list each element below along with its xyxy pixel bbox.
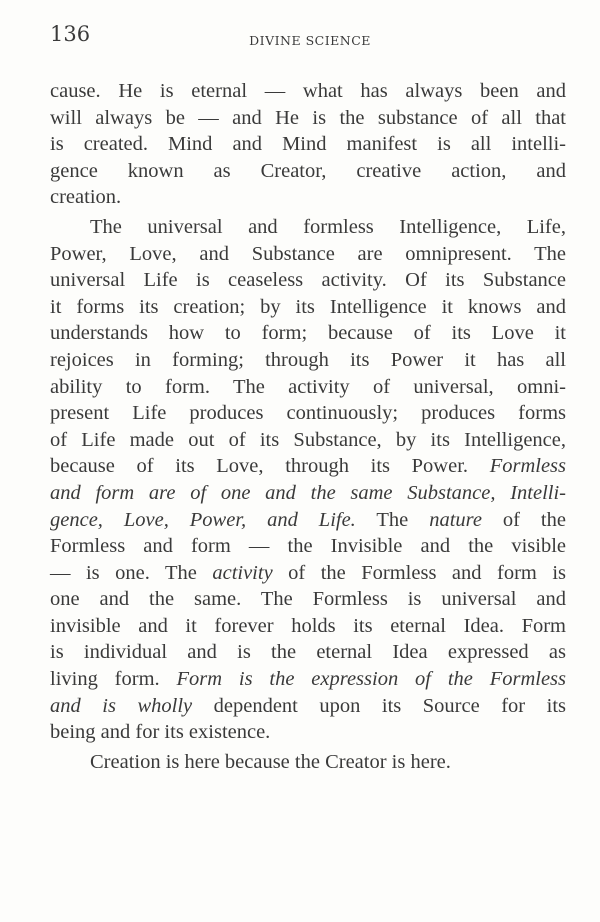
text-segment: being and for its existence. bbox=[50, 721, 271, 744]
italic-text: nature bbox=[429, 508, 482, 531]
text-segment: dependent upon its Source for its bbox=[192, 694, 567, 717]
text-segment: is created. Mind and Mind manifest is all intelli- bbox=[50, 133, 566, 156]
text-line bbox=[50, 427, 566, 454]
paragraph bbox=[50, 78, 566, 211]
italic-text: and form are of one and the same Substance, Intelli- bbox=[50, 481, 566, 504]
text-segment: Creation is here because the Creator is here. bbox=[90, 750, 451, 773]
text-line bbox=[50, 586, 566, 613]
text-segment: rejoices in forming; through its Power it has all bbox=[50, 348, 566, 371]
text-line bbox=[50, 184, 566, 211]
text-line bbox=[50, 78, 566, 105]
text-line bbox=[50, 749, 566, 776]
text-segment: because of its Love, through its Power. bbox=[50, 455, 490, 478]
text-line bbox=[50, 639, 566, 666]
text-line bbox=[50, 320, 566, 347]
text-line bbox=[50, 453, 566, 480]
text-line bbox=[50, 507, 566, 534]
text-line bbox=[50, 613, 566, 640]
text-segment: present Life produces continuously; produces forms bbox=[50, 402, 566, 425]
text-segment: The bbox=[355, 508, 430, 531]
text-segment: living form. bbox=[50, 668, 177, 691]
text-line bbox=[50, 241, 566, 268]
text-segment: of the Formless and form is bbox=[272, 561, 566, 584]
text-line bbox=[50, 158, 566, 185]
italic-text: and is wholly bbox=[50, 694, 193, 717]
text-segment: understands how to form; because of its Love it bbox=[50, 322, 566, 345]
text-line bbox=[50, 719, 566, 746]
text-segment: gence known as Creator, creative action, and bbox=[50, 159, 566, 182]
text-line bbox=[50, 480, 566, 507]
text-segment: of the bbox=[481, 508, 566, 531]
text-line bbox=[50, 214, 566, 241]
running-head: DIVINE SCIENCE bbox=[249, 33, 371, 48]
page-number: 136 bbox=[50, 22, 91, 46]
text-segment: is individual and is the eternal Idea expressed as bbox=[50, 641, 566, 664]
text-segment: ability to form. The activity of universal, omni- bbox=[50, 375, 566, 398]
text-segment: invisible and it forever holds its eternal Idea. Form bbox=[50, 614, 566, 637]
text-line bbox=[50, 693, 566, 720]
italic-text: Formless bbox=[489, 455, 566, 478]
text-segment: one and the same. The Formless is universal and bbox=[50, 588, 566, 611]
text-segment: Formless and form — the Invisible and the visible bbox=[50, 535, 566, 558]
text-segment: The universal and formless Intelligence, Life, bbox=[90, 215, 566, 238]
text-segment: Power, Love, and Substance are omnipresent. The bbox=[50, 242, 566, 265]
text-line bbox=[50, 666, 566, 693]
text-segment: cause. He is eternal — what has always been and bbox=[50, 80, 566, 102]
italic-text: gence, Love, Power, and Life. bbox=[50, 508, 356, 531]
text-line bbox=[50, 294, 566, 321]
text-segment: — is one. The bbox=[50, 561, 213, 584]
text-line bbox=[50, 560, 566, 587]
text-line bbox=[50, 347, 566, 374]
paragraph bbox=[50, 214, 566, 746]
italic-text: activity bbox=[212, 561, 273, 584]
text-segment: universal Life is ceaseless activity. Of its Substance bbox=[50, 269, 566, 292]
text-line bbox=[50, 400, 566, 427]
text-line bbox=[50, 374, 566, 401]
text-line bbox=[50, 105, 566, 132]
text-segment: will always be — and He is the substance of all that bbox=[50, 106, 566, 129]
italic-text: Form is the expression of the Formless bbox=[176, 668, 567, 691]
body-text bbox=[50, 78, 566, 778]
text-line bbox=[50, 533, 566, 560]
text-segment: creation. bbox=[50, 186, 122, 209]
text-segment: of Life made out of its Substance, by its Intelligence, bbox=[50, 428, 566, 451]
text-line bbox=[50, 131, 566, 158]
text-segment: it forms its creation; by its Intelligence it knows and bbox=[50, 295, 566, 318]
text-line bbox=[50, 267, 566, 294]
paragraph bbox=[50, 749, 566, 776]
